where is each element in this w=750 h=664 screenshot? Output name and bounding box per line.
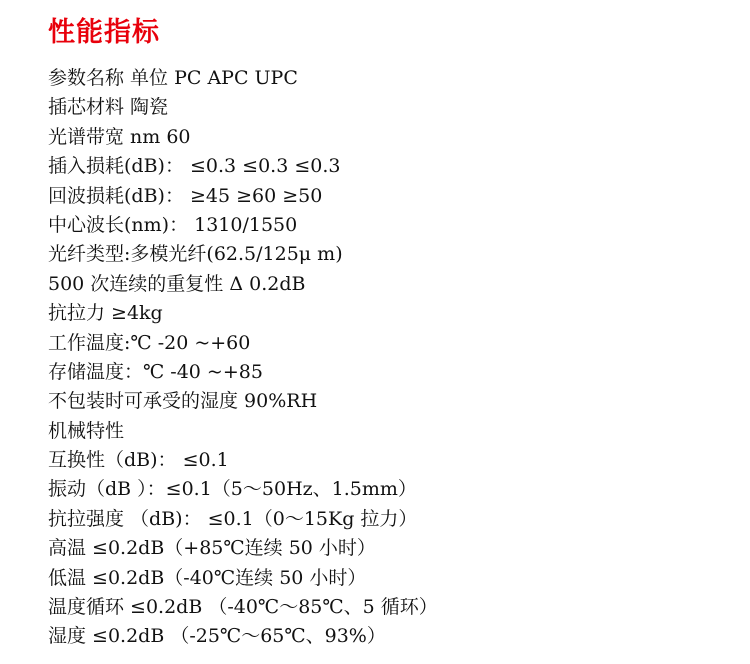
- spec-line-storage-temp: 存储温度：℃ -40 ~+85: [48, 360, 263, 383]
- spec-line-param-header: 参数名称 单位 PC APC UPC: [48, 67, 298, 89]
- spec-line-humidity-unpacked: 不包装时可承受的湿度 90%RH: [48, 390, 318, 413]
- spec-line-high-temp: 高温 ≤0.2dB（+85℃连续 50 小时）: [48, 537, 376, 560]
- spec-line-repeatability: 500 次连续的重复性 Δ 0.2dB: [48, 272, 306, 295]
- spec-line-temp-cycle: 温度循环 ≤0.2dB （-40℃～85℃、5 循环）: [48, 596, 438, 619]
- spec-line-tensile-force: 抗拉力 ≥4kg: [48, 302, 163, 325]
- spec-line-return-loss: 回波损耗(dB)： ≥45 ≥60 ≥50: [48, 184, 323, 207]
- spec-line-center-wavelength: 中心波长(nm)： 1310/1550: [48, 213, 298, 236]
- spec-line-spectral-bandwidth: 光谱带宽 nm 60: [48, 125, 191, 148]
- spec-line-tensile-strength: 抗拉强度 （dB)： ≤0.1（0～15Kg 拉力）: [48, 507, 418, 530]
- spec-line-vibration: 振动（dB ）：≤0.1（5～50Hz、1.5mm）: [48, 478, 417, 501]
- spec-list: [48, 64, 738, 652]
- spec-line-insertion-loss: 插入损耗(dB)： ≤0.3 ≤0.3 ≤0.3: [48, 155, 341, 178]
- spec-line-operating-temp: 工作温度:℃ -20 ~+60: [48, 331, 251, 354]
- document: [48, 14, 738, 652]
- spec-line-interchangeability: 互换性（dB)： ≤0.1: [48, 449, 229, 472]
- spec-line-fiber-type: 光纤类型:多模光纤(62.5/125μ m): [48, 243, 343, 266]
- spec-line-ferrule-material: 插芯材料 陶瓷: [48, 96, 169, 119]
- spec-line-mechanical-heading: 机械特性: [48, 419, 125, 442]
- spec-line-low-temp: 低温 ≤0.2dB（-40℃连续 50 小时）: [48, 566, 367, 589]
- section-title: 性能指标: [48, 17, 160, 48]
- spec-line-humidity: 湿度 ≤0.2dB （-25℃～65℃、93%）: [48, 625, 386, 648]
